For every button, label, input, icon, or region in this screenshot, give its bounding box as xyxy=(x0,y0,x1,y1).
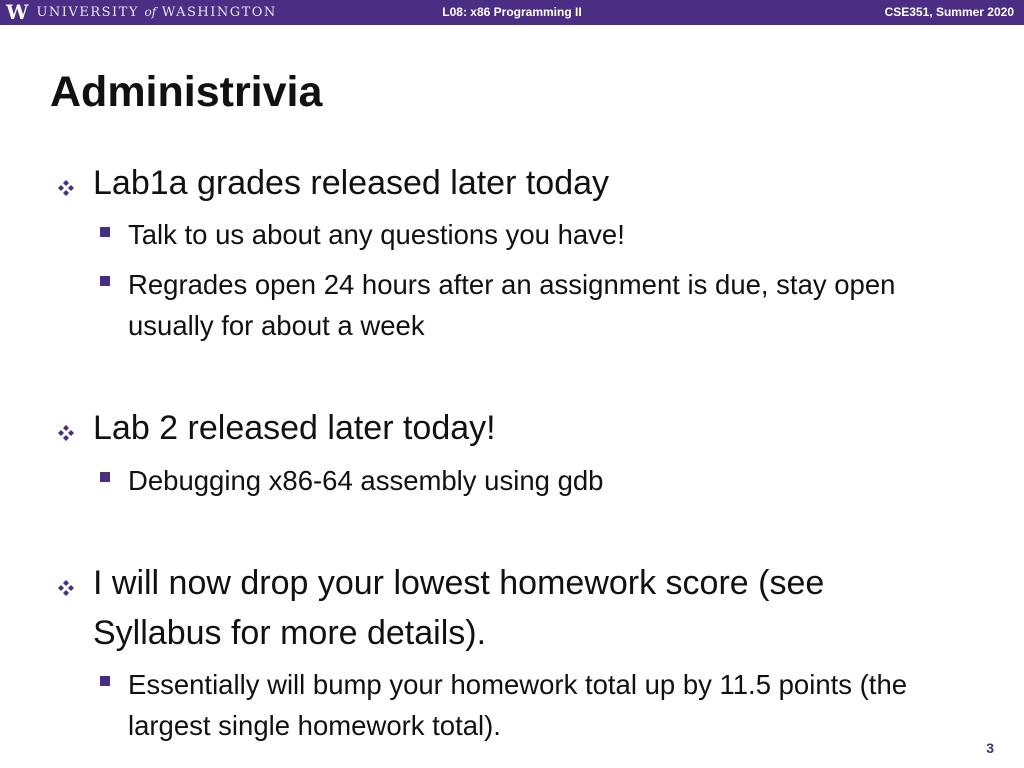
square-bullet-icon xyxy=(100,276,110,286)
bullet-1-sub-1: Talk to us about any questions you have! xyxy=(128,219,625,250)
four-diamond-bullet-icon xyxy=(56,178,76,198)
bullet-2: Lab 2 released later today! xyxy=(93,409,496,447)
bullet-1: Lab1a grades released later today xyxy=(93,164,610,202)
square-bullet-icon xyxy=(100,472,110,482)
course-label: CSE351, Summer 2020 xyxy=(884,5,1014,19)
page-number: 3 xyxy=(986,740,994,756)
bullet-3-sub-1: Essentially will bump your homework total up by 11.5 points (the largest single homework total). xyxy=(128,669,908,741)
four-diamond-bullet-icon xyxy=(56,578,76,598)
bullet-2-sub-1: Debugging x86-64 assembly using gdb xyxy=(128,465,604,496)
slide-title: Administrivia xyxy=(50,68,323,116)
square-bullet-icon xyxy=(100,227,110,237)
square-bullet-icon xyxy=(100,676,110,686)
wordmark-of: of xyxy=(144,5,157,19)
lecture-title: L08: x86 Programming II xyxy=(442,5,582,19)
bullet-1-sub-2: Regrades open 24 hours after an assignment is due, stay open usually for about a week xyxy=(128,269,896,341)
wordmark-washington: WASHINGTON xyxy=(161,5,277,20)
wordmark-university: UNIVERSITY xyxy=(36,5,139,20)
uw-w-logo-icon: W xyxy=(6,0,29,24)
bullet-3: I will now drop your lowest homework score (see Syllabus for more details). xyxy=(93,564,825,652)
four-diamond-bullet-icon xyxy=(56,423,76,443)
